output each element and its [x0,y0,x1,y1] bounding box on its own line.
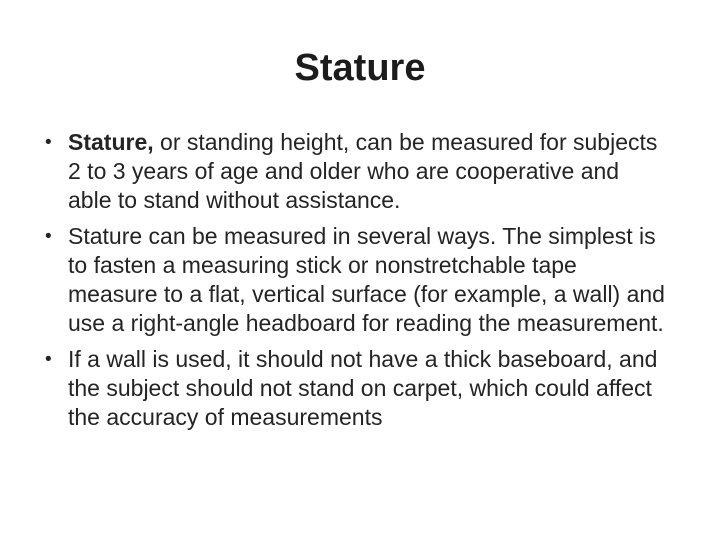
bullet-item [68,222,665,338]
bullet-bold-lead: Stature, [68,129,154,155]
bullet-text: If a wall is used, it should not have a thick baseboard, and the subject should not stand on carpet, which could affect the accuracy of measurements [68,346,658,430]
bullet-item [68,345,665,432]
slide-title: Stature [294,47,426,89]
bullet-text: or standing height, can be measured for subjects 2 to 3 years of age and older who are cooperative and able to stand without assistance. [68,129,658,213]
bullet-text: Stature can be measured in several ways. The simplest is to fasten a measuring stick or nonstretchable tape measure to a flat, vertical surface (for example, a wall) and use a right-angle headboard for reading the measurement. [68,223,665,336]
bullet-item [68,128,665,215]
bullet-list [0,128,720,432]
